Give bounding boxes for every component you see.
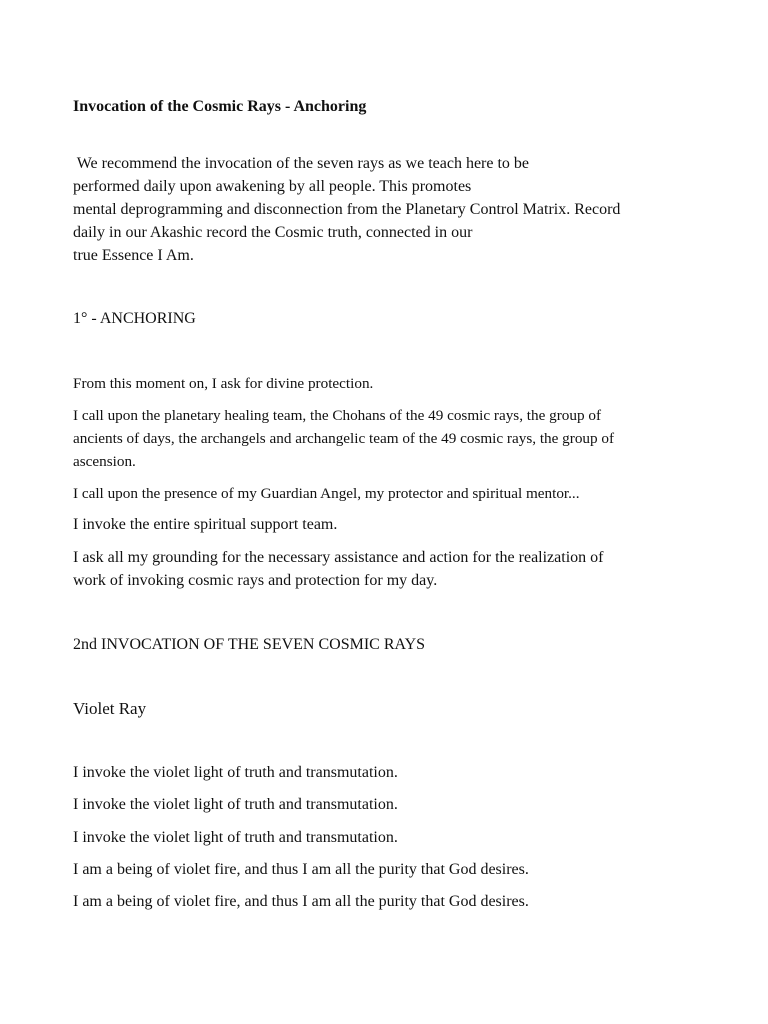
section-heading-seven-rays: 2nd INVOCATION OF THE SEVEN COSMIC RAYS xyxy=(73,636,426,653)
intro-line: true Essence I Am. xyxy=(73,247,194,264)
intro-line: mental deprogramming and disconnection from the Planetary Control Matrix. Record xyxy=(73,201,621,218)
paragraph-line: I ask all my grounding for the necessary assistance and action for the realization of xyxy=(73,549,604,566)
intro-line: performed daily upon awakening by all people. This promotes xyxy=(73,178,472,195)
section-heading-anchoring: 1° - ANCHORING xyxy=(73,310,196,327)
violet-line: I invoke the violet light of truth and transmutation. xyxy=(73,829,398,846)
paragraph-line: I call upon the planetary healing team, the Chohans of the 49 cosmic rays, the group of xyxy=(73,407,602,424)
paragraph-guardian-angel: I call upon the presence of my Guardian Angel, my protector and spiritual mentor... xyxy=(73,485,580,502)
paragraph-grounding xyxy=(73,546,713,592)
paragraph-divine-protection: From this moment on, I ask for divine protection. xyxy=(73,375,374,392)
document-title: Invocation of the Cosmic Rays - Anchoring xyxy=(73,98,367,115)
violet-line: I am a being of violet fire, and thus I am all the purity that God desires. xyxy=(73,893,529,910)
intro-line: daily in our Akashic record the Cosmic truth, connected in our xyxy=(73,224,473,241)
violet-line: I am a being of violet fire, and thus I am all the purity that God desires. xyxy=(73,861,529,878)
paragraph-healing-team xyxy=(73,404,713,473)
paragraph-support-team: I invoke the entire spiritual support team. xyxy=(73,516,338,533)
paragraph-line: ancients of days, the archangels and archangelic team of the 49 cosmic rays, the group of xyxy=(73,430,615,447)
subheading-violet-ray: Violet Ray xyxy=(73,699,147,718)
intro-paragraph xyxy=(73,152,713,267)
intro-line: We recommend the invocation of the seven rays as we teach here to be xyxy=(73,155,530,172)
paragraph-line: ascension. xyxy=(73,453,136,470)
paragraph-line: work of invoking cosmic rays and protection for my day. xyxy=(73,572,438,589)
violet-line: I invoke the violet light of truth and transmutation. xyxy=(73,764,398,781)
violet-line: I invoke the violet light of truth and transmutation. xyxy=(73,796,398,813)
